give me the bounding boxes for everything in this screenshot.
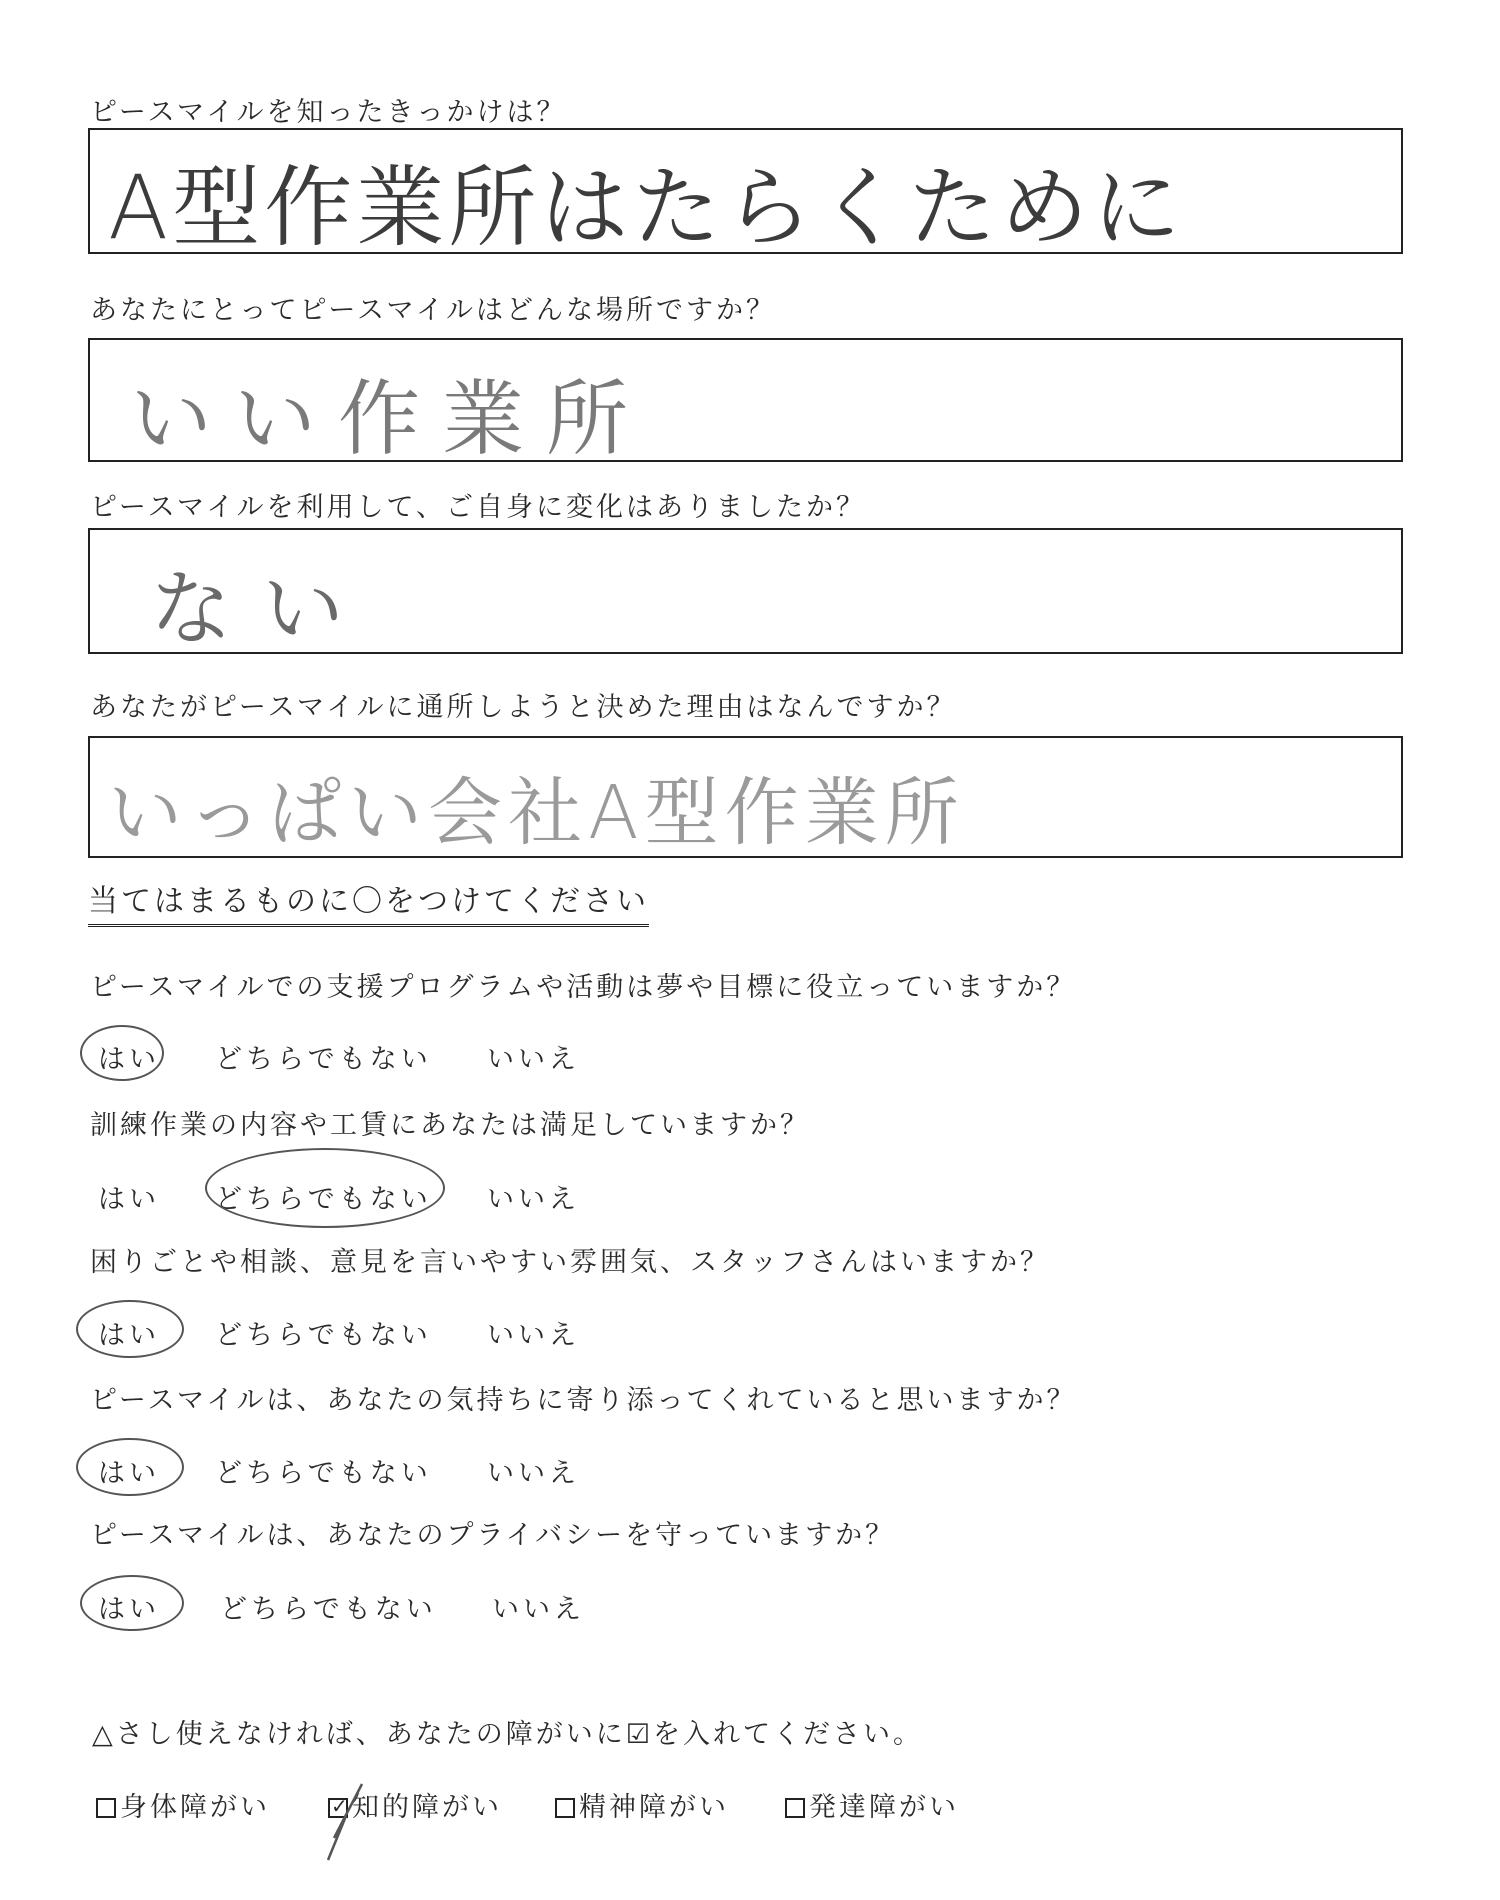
option-yes-2[interactable]: はい — [98, 1184, 160, 1215]
choice-question-5: ピースマイルは、あなたのプライバシーを守っていますか？ — [90, 1520, 896, 1551]
option-no-5[interactable]: いいえ — [492, 1594, 585, 1625]
disability-label-developmental: 発達障がい — [809, 1792, 959, 1823]
option-neutral-3[interactable]: どちらでもない — [215, 1320, 432, 1351]
choice-question-2: 訓練作業の内容や工賃にあなたは満足していますか？ — [90, 1110, 810, 1141]
choice-question-4: ピースマイルは、あなたの気持ちに寄り添ってくれていると思いますか？ — [90, 1385, 1077, 1416]
selection-circle-2 — [205, 1148, 445, 1228]
option-yes-3[interactable]: はい — [98, 1320, 160, 1351]
option-yes-1[interactable]: はい — [98, 1044, 160, 1075]
answer-box-1[interactable] — [88, 128, 1403, 259]
instruction-heading: 当てはまるものに〇をつけてください — [88, 876, 649, 927]
checkbox-physical[interactable] — [96, 1798, 116, 1818]
disability-prompt: △さし使えなければ、あなたの障がいに☑を入れてください。 — [92, 1719, 923, 1750]
handwritten-answer-3: ない — [150, 562, 375, 657]
question-4: あなたがピースマイルに通所しようと決めた理由はなんですか？ — [90, 692, 957, 723]
option-no-2[interactable]: いいえ — [487, 1184, 580, 1215]
answer-box-4[interactable] — [88, 736, 1403, 858]
option-neutral-4[interactable]: どちらでもない — [215, 1458, 432, 1489]
answer-box-2[interactable] — [88, 338, 1403, 467]
disability-label-physical: 身体障がい — [120, 1792, 270, 1823]
option-neutral-5[interactable]: どちらでもない — [220, 1594, 437, 1625]
option-no-1[interactable]: いいえ — [487, 1044, 580, 1075]
answer-box-3[interactable] — [88, 528, 1403, 657]
disability-item-physical[interactable] — [96, 1785, 270, 1824]
handwritten-answer-2: いい作業所 — [130, 372, 651, 467]
disability-item-mental[interactable] — [555, 1785, 729, 1824]
selection-circle-4 — [76, 1438, 184, 1496]
option-yes-4[interactable]: はい — [98, 1458, 160, 1489]
question-2: あなたにとってピースマイルはどんな場所ですか？ — [90, 295, 776, 326]
handwritten-check-mark — [320, 1776, 370, 1866]
disability-item-developmental[interactable] — [785, 1785, 959, 1824]
option-neutral-1[interactable]: どちらでもない — [215, 1044, 432, 1075]
handwritten-answer-4: いっぱい会社A型作業所 — [108, 770, 965, 856]
option-no-4[interactable]: いいえ — [487, 1458, 580, 1489]
disability-label-intellectual: 知的障がい — [352, 1792, 502, 1823]
selection-circle-3 — [76, 1300, 184, 1358]
choice-question-3: 困りごとや相談、意見を言いやすい雰囲気、スタッフさんはいますか？ — [90, 1247, 1050, 1278]
selection-circle-1 — [80, 1025, 164, 1081]
choice-question-1: ピースマイルでの支援プログラムや活動は夢や目標に役立っていますか？ — [90, 972, 1077, 1003]
option-no-3[interactable]: いいえ — [487, 1320, 580, 1351]
checkbox-mental[interactable] — [555, 1798, 575, 1818]
option-yes-5[interactable]: はい — [98, 1594, 160, 1625]
selection-circle-5 — [80, 1575, 184, 1631]
disability-label-mental: 精神障がい — [579, 1792, 729, 1823]
question-1: ピースマイルを知ったきっかけは？ — [90, 97, 567, 128]
question-3: ピースマイルを利用して、ご自身に変化はありましたか？ — [90, 492, 866, 523]
option-neutral-2[interactable]: どちらでもない — [215, 1184, 432, 1215]
handwritten-answer-1: A型作業所はたらくために — [108, 156, 1185, 259]
checkbox-developmental[interactable] — [785, 1798, 805, 1818]
